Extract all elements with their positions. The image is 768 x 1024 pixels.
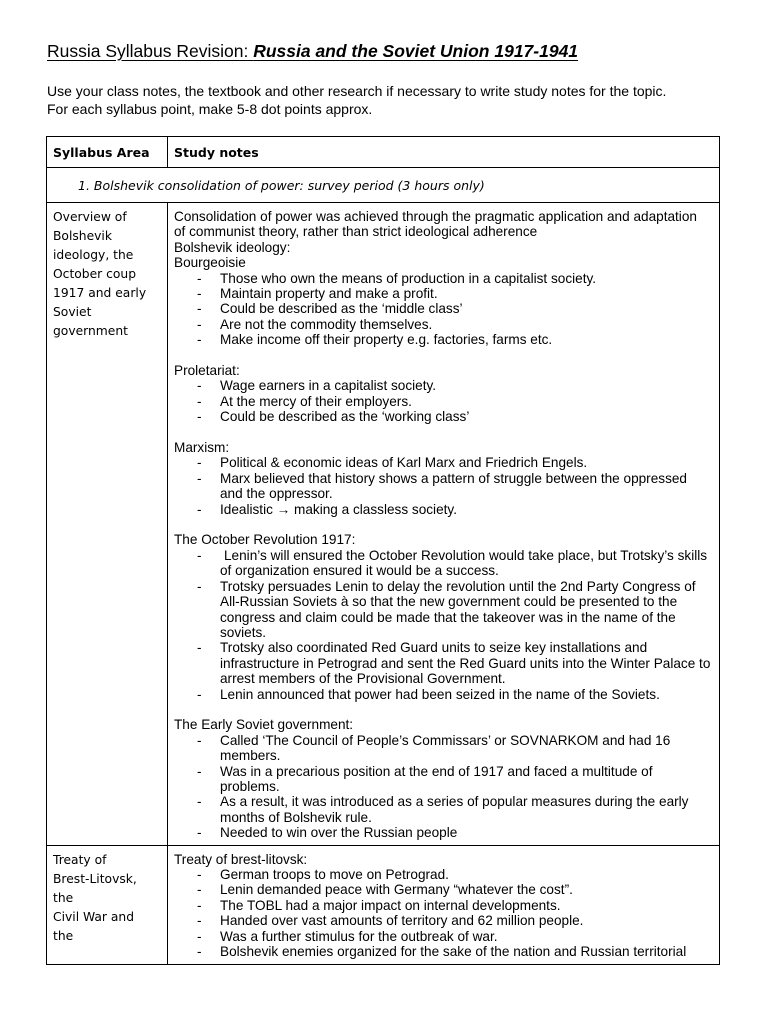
notes-heading-october-revolution: The October Revolution 1917: [174, 532, 356, 548]
study-notes-cell [168, 203, 720, 846]
syllabus-table [46, 136, 720, 965]
page-title-subject: Russia and the Soviet Union 1917-1941 [253, 41, 579, 61]
notes-heading-bourgeoisie: Bourgeoisie [174, 255, 246, 271]
bullet-text: Was in a precarious position at the end of 1917 and faced a multitude of problems. [220, 763, 653, 794]
notes-heading-marxism: Marxism: [174, 440, 230, 456]
bullet-item: - As a result, it was introduced as a series of popular measures during the early months of Bolshevik rule. [197, 794, 689, 825]
bullet-text: Lenin announced that power had been seized in the name of the Soviets. [220, 686, 660, 702]
area-line: Treaty of [53, 852, 107, 867]
notes-intro-line: of communist theory, rather than strict ideological adherence [174, 224, 538, 240]
bullet-text: Lenin demanded peace with Germany “whatever the cost”. [220, 882, 573, 898]
bullet-text: Called ‘The Council of People’s Commissars’ or SOVNARKOM and had 16 members. [220, 732, 671, 764]
table-row [47, 203, 720, 846]
area-line: the [53, 928, 74, 943]
section-row [47, 168, 720, 203]
bullet-item: - Idealistic → making a classless society. [197, 501, 457, 517]
instruction-line: Use your class notes, the textbook and other research if necessary to write study notes for the topic. [47, 83, 667, 99]
bullet-item: - Political & economic ideas of Karl Marx and Friedrich Engels. [197, 455, 588, 471]
bullet-text: Trotsky persuades Lenin to delay the revolution until the 2nd Party Congress of All-Russian Soviets à so that the new government could be presented to the congress and claim could be made that the takeover was in the name of the soviets. [220, 578, 696, 640]
bullet-text: Lenin’s will ensured the October Revolution would take place, but Trotsky’s skills of organization ensured it would be a success. [220, 547, 708, 579]
notes-intro-line: Bolshevik ideology: [174, 239, 291, 255]
area-line: 1917 and early [53, 286, 147, 300]
bullet-item: - Marx believed that history shows a pattern of struggle between the oppressed and the oppressor. [197, 470, 687, 502]
area-line: ideology, the [53, 248, 134, 262]
syllabus-area-cell [47, 203, 168, 846]
bullet-item: - Could be described as the ‘middle class’ [197, 301, 463, 317]
bullet-text: Trotsky also coordinated Red Guard units to seize key installations and infrastructure in Petrograd and sent the Red Guard units into the Winter Palace to arrest members of the Provisional Government. [220, 640, 711, 687]
instruction-line: For each syllabus point, make 5-8 dot points approx. [47, 101, 373, 117]
area-line: Bolshevik [53, 229, 112, 243]
bullet-item: - Was a further stimulus for the outbreak of war. [197, 928, 498, 944]
bullet-text: Political & economic ideas of Karl Marx and Friedrich Engels. [220, 455, 588, 471]
bullet-item: - Lenin demanded peace with Germany “whatever the cost”. [197, 882, 573, 898]
bullet-item: - Trotsky also coordinated Red Guard units to seize key installations and infrastructure in Petrograd and sent the Red Guard units into the Winter Palace to arrest members of the Provisional Government. [197, 640, 711, 687]
bullet-item: - Make income off their property e.g. factories, farms etc. [197, 332, 553, 348]
bullet-text: Was a further stimulus for the outbreak of war. [220, 928, 498, 944]
notes-heading-proletariat: Proletariat: [174, 363, 240, 379]
bullet-item: - Lenin’s will ensured the October Revolution would take place, but Trotsky’s skills of organization ensured it would be a success. [197, 547, 708, 579]
header-study-notes: Study notes [168, 137, 720, 168]
bullet-text: Handed over vast amounts of territory and 62 million people. [220, 913, 584, 929]
notes-heading-treaty: Treaty of brest-litovsk: [174, 851, 308, 867]
area-line: Overview of [53, 210, 127, 224]
bullet-text: Marx believed that history shows a pattern of struggle between the oppressed and the oppressor. [220, 470, 687, 502]
bullet-item: - Wage earners in a capitalist society. [197, 378, 437, 394]
notes-heading-early-soviet-government: The Early Soviet government: [174, 717, 354, 733]
bullet-item: - The TOBL had a major impact on internal developments. [197, 897, 561, 913]
bullet-item: - Trotsky persuades Lenin to delay the revolution until the 2nd Party Congress of All-Russian Soviets à so that the new government could be presented to the congress and claim could be made that the takeover was in the name of the soviets. [197, 578, 696, 640]
section-title: 1. Bolshevik consolidation of power: survey period (3 hours only) [47, 168, 720, 203]
header-syllabus-area: Syllabus Area [47, 137, 168, 168]
bullet-item: - Handed over vast amounts of territory and 62 million people. [197, 913, 584, 929]
bullet-item: - Could be described as the ‘working class’ [197, 409, 470, 425]
study-notes-cell [168, 845, 720, 964]
bullet-item: - Maintain property and make a profit. [197, 286, 438, 302]
notes-intro-line: Consolidation of power was achieved through the pragmatic application and adaptation [174, 209, 697, 224]
area-line: Soviet [53, 305, 92, 319]
bullet-text: Maintain property and make a profit. [220, 286, 438, 302]
bullet-text: At the mercy of their employers. [220, 393, 412, 409]
bullet-text: The TOBL had a major impact on internal developments. [220, 897, 561, 913]
bullet-text: Make income off their property e.g. factories, farms etc. [220, 332, 553, 348]
area-line: the [53, 890, 74, 905]
syllabus-area-cell [47, 845, 168, 964]
bullet-text: Could be described as the ‘middle class’ [220, 301, 463, 317]
bullet-item: - At the mercy of their employers. [197, 393, 412, 409]
bullet-text: As a result, it was introduced as a series of popular measures during the early months of Bolshevik rule. [220, 794, 689, 825]
area-line: Brest-Litovsk, [53, 871, 137, 886]
instructions [47, 82, 666, 118]
area-line: Civil War and [53, 909, 135, 924]
bullet-item: - Are not the commodity themselves. [197, 316, 433, 332]
bullet-item: - Was in a precarious position at the end of 1917 and faced a multitude of problems. [197, 763, 653, 794]
bullet-item: - Those who own the means of production in a capitalist society. [197, 270, 597, 286]
bullet-text: Needed to win over the Russian people [220, 825, 458, 841]
bullet-text: Idealistic → making a classless society. [220, 501, 457, 517]
bullet-item: - Lenin announced that power had been seized in the name of the Soviets. [197, 686, 660, 702]
table-header-row [47, 137, 720, 168]
bullet-text: German troops to move on Petrograd. [220, 867, 449, 882]
area-line: October coup [53, 267, 137, 281]
bullet-item: - Called ‘The Council of People’s Commissars’ or SOVNARKOM and had 16 members. [197, 732, 671, 764]
bullet-text: Bolshevik enemies organized for the sake of the nation and Russian territorial [220, 944, 687, 960]
bullet-text: Those who own the means of production in a capitalist society. [220, 270, 597, 286]
bullet-item: - Bolshevik enemies organized for the sake of the nation and Russian territorial [197, 944, 687, 960]
page-title-prefix: Russia Syllabus Revision: [47, 41, 254, 61]
bullet-item: - German troops to move on Petrograd. [197, 867, 449, 882]
bullet-item: - Needed to win over the Russian people [197, 825, 458, 841]
page-title [47, 41, 578, 62]
bullet-text: Could be described as the ‘working class’ [220, 409, 470, 425]
bullet-text: Are not the commodity themselves. [220, 316, 433, 332]
area-line: government [53, 324, 128, 338]
table-row [47, 845, 720, 964]
bullet-text: Wage earners in a capitalist society. [220, 378, 437, 394]
